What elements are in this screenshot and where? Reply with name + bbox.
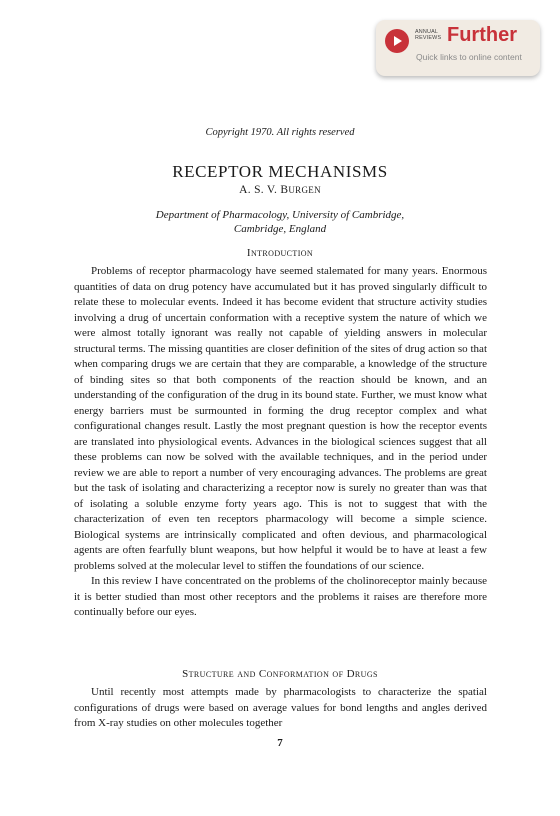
article-title: RECEPTOR MECHANISMS — [172, 162, 388, 181]
author-affiliation — [0, 208, 560, 236]
section-heading-introduction: Introduction — [246, 247, 314, 259]
brand-name — [415, 29, 445, 41]
affiliation-line-2: Cambridge, England — [233, 223, 327, 235]
affiliation-line-1: Department of Pharmacology, University of Cambridge, — [155, 209, 405, 221]
introduction-body — [74, 264, 487, 621]
further-tagline: Quick links to online content — [416, 52, 522, 62]
annual-reviews-logo-icon — [385, 29, 409, 53]
structure-body — [74, 685, 487, 732]
paragraph: In this review I have concentrated on the problems of the cholinoreceptor mainly because it is better studied than most other receptors and the problems it raises are therefore more continually before our eyes. — [74, 575, 487, 618]
brand-line-annual: ANNUAL — [415, 29, 439, 35]
copyright-notice: Copyright 1970. All rights reserved — [205, 127, 355, 138]
further-banner[interactable] — [376, 20, 540, 76]
section-heading-structure: Structure and Conformation of Drugs — [182, 668, 378, 680]
article-author: A. S. V. BURGEN — [239, 184, 321, 196]
paragraph: Problems of receptor pharmacology have seemed stalemated for many years. Enormous quantities of data on drug potency have accumulated but it has proved singularly difficult to relate these to molecular events. Indeed it has become evident that structure activity studies involving a drug of uncertain conformation with a receptive system the nature of which we were almost totally ignorant was really not capable of yielding answers in molecular structural terms. The missing quantities are closer definition of the sites of drug action so that when comparing drugs we are certain that they are comparable, a knowledge of the structure of binding sites so that both components of the reaction should be known, and an understanding of the configuration of the drug in its bound state. Further, we must know what energy barriers must be surmounted in forming the drug receptor complex and what configurational changes result. Lastly the most pregnant question is how the receptor events are translated into physiological events. Advances in the biological sciences suggest that all these problems can now be solved with the available techniques, and in the period under review we are able to report a number of very encouraging advances. The problems are great but the task of isolating and characterizing a receptor now is surely no greater than was that of isolating a soluble enzyme forty years ago. This is not to suggest that with the characterization of even ten receptors pharmacology will become a simple science. Biological systems are intrinsically complicated and often devious, and pharmacological agents are often fearfully blunt weapons, but how helpful it would be to have at least a few problems solved at the molecular level to stiffen the foundations of our science. — [74, 265, 487, 572]
further-title: Further — [447, 24, 517, 46]
page-number: 7 — [277, 737, 283, 749]
brand-line-reviews: REVIEWS — [415, 35, 442, 42]
paragraph: Until recently most attempts made by pharmacologists to characterize the spatial configurations of drugs were based on average values for bond lengths and angles derived from X-ray studies on other molecules together — [74, 686, 487, 729]
